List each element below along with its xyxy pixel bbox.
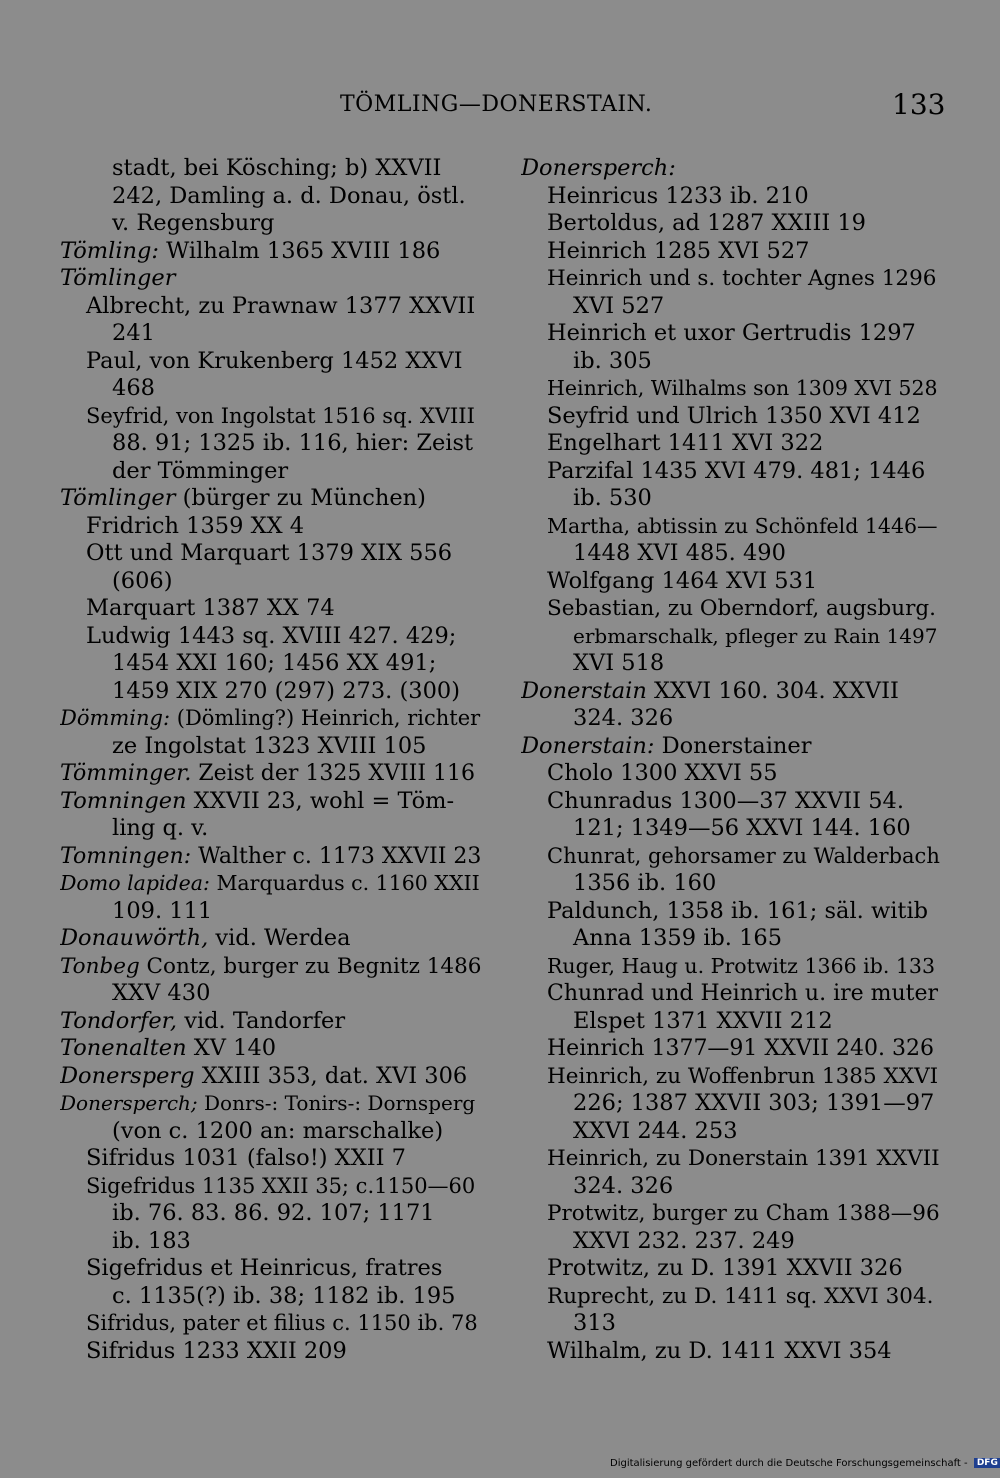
entry-text: Ruger, Haug u. Protwitz 1366 ib. 133 [547,953,936,978]
entry-text: Walther c. 1173 XXVII 23 [191,843,482,869]
entry-text: 88. 91; 1325 ib. 116, hier: Zeist [112,430,474,456]
index-line [60,1338,482,1366]
index-line [521,1173,941,1201]
entry-text: 1454 XXI 160; 1456 XX 491; [112,650,437,676]
headword: Donerstain: [521,732,655,759]
entry-text: der Tömminger [112,457,289,484]
entry-text: Zeist der 1325 XVIII 116 [191,761,476,786]
headword: Domo lapidea: [60,871,210,895]
index-line [521,293,941,321]
right-column [521,155,941,1365]
entry-text: (Dömling?) Heinrich, richter [170,706,481,730]
entry-text: Martha, abtissin zu Schönfeld 1446— [547,513,938,538]
entry-text: vid. Werdea [208,925,351,951]
index-line [521,1118,941,1146]
entry-text: Protwitz, zu D. 1391 XXVII 326 [547,1255,903,1281]
entry-text: Cholo 1300 XXVI 55 [547,760,778,786]
entry-text: 324. 326 [573,705,674,731]
index-line [60,815,482,843]
entry-text: Paldunch, 1358 ib. 161; säl. witib [547,897,929,924]
entry-text: XVI 527 [573,292,665,319]
index-line [60,980,482,1008]
entry-text: 1448 XVI 485. 490 [573,540,786,566]
index-line [521,458,941,486]
entry-text: ib. 530 [573,485,652,511]
entry-text: Bertoldus, ad 1287 XXIII 19 [547,210,866,236]
index-line [521,320,941,348]
index-line [60,210,482,238]
entry-text: Chunrad und Heinrich u. ire muter [547,981,939,1006]
dfg-logo: DFG [974,1458,1000,1468]
index-line [60,870,482,898]
entry-text: 226; 1387 XXVII 303; 1391—97 [573,1090,935,1116]
entry-text: Elspet 1371 XXVII 212 [573,1007,833,1034]
entry-text: 1459 XIX 270 (297) 273. (300) [112,677,460,704]
entry-text: XXIII 353, dat. XVI 306 [194,1062,468,1089]
entry-text: Parzifal 1435 XVI 479. 481; 1446 [547,457,926,484]
headword: Donersperch: [521,155,676,181]
entry-text: XVI 518 [573,650,665,676]
entry-text: Paul, von Krukenberg 1452 XXVI [86,347,463,374]
headword: Tömlinger [60,265,176,291]
index-line [60,540,482,568]
index-line [521,210,941,238]
entry-text: Donerstainer [654,732,812,759]
entry-text: Chunrat, gehorsamer zu Walderbach [547,843,940,868]
index-line [60,1255,482,1283]
entry-text: XXVI 244. 253 [573,1117,738,1144]
entry-text: Ruprecht, zu D. 1411 sq. XXVI 304. [547,1283,934,1309]
footer-credit: Digitalisierung gefördert durch die Deutsche Forschungsgemeinschaft - [610,1458,968,1469]
index-line [521,843,941,871]
headword: Donersperg [60,1062,195,1089]
index-line [521,1283,941,1311]
entry-text: Heinrich, Wilhalms son 1309 XVI 528 [547,376,938,400]
index-line [521,1255,941,1283]
index-line [521,705,941,733]
entry-text: Heinricus 1233 ib. 210 [547,182,809,209]
index-line [60,293,482,321]
entry-text: 468 [112,375,155,401]
index-line [60,485,482,513]
index-line [60,238,482,266]
entry-text: ib. 76. 83. 86. 92. 107; 1171 [112,1200,435,1226]
entry-text: stadt, bei Kösching; b) XXVII [112,155,442,181]
index-line [60,1228,482,1256]
entry-text: Contz, burger zu Begnitz 1486 [139,953,482,979]
entry-text: 1356 ib. 160 [573,870,717,896]
entry-text: 241 [112,320,155,346]
entry-text: (von c. 1200 an: marschalke) [112,1117,444,1144]
index-line [60,1008,482,1036]
index-line [521,430,941,458]
entry-text: Anna 1359 ib. 165 [573,925,783,951]
headword: Dömming: [60,706,171,730]
index-line [60,953,482,981]
index-line [521,485,941,513]
index-line [60,925,482,953]
entry-text: XXVI 160. 304. XXVII [646,677,899,704]
entry-text: Fridrich 1359 XX 4 [86,512,305,539]
index-line [521,898,941,926]
entry-text: (606) [112,567,173,594]
index-line [60,430,482,458]
index-line [60,458,482,486]
index-line [521,265,941,293]
entry-text: Heinrich et uxor Gertrudis 1297 [547,320,916,346]
index-line [521,513,941,541]
entry-text: 242, Damling a. d. Donau, östl. [112,182,466,209]
index-line [521,815,941,843]
index-line [521,953,941,981]
entry-text: Donrs-: Tonirs-: Dornsperg [197,1091,476,1115]
index-line [60,155,482,183]
entry-text: 313 [573,1310,616,1336]
entry-text: Ludwig 1443 sq. XVIII 427. 429; [86,622,457,649]
index-line [60,375,482,403]
entry-text: Chunradus 1300—37 XXVII 54. [547,787,904,814]
index-line [60,1035,482,1063]
entry-text: c. 1135(?) ib. 38; 1182 ib. 195 [112,1282,456,1309]
entry-text: v. Regensburg [112,210,275,236]
headword: Tomningen: [60,843,192,869]
index-line [521,348,941,376]
entry-text: Wilhalm 1365 XVIII 186 [159,237,441,264]
entry-text: Sifridus 1233 XXII 209 [86,1337,347,1364]
headword: Tömminger. [60,761,192,786]
index-line [521,183,941,211]
index-line [60,513,482,541]
entry-text: Sigefridus 1135 XXII 35; c.1150—60 [86,1173,476,1198]
headword: Tonenalten [60,1035,187,1061]
headword: Donerstain [521,677,647,704]
entry-text: ling q. v. [112,815,209,841]
index-line [521,375,941,403]
entry-text: Heinrich 1377—91 XXVII 240. 326 [547,1036,934,1061]
index-line [521,760,941,788]
entry-text: Marquardus c. 1160 XXII [209,871,480,895]
entry-text: Protwitz, burger zu Cham 1388—96 [547,1201,940,1226]
index-line [521,155,941,183]
entry-text: Heinrich und s. tochter Agnes 1296 [547,266,937,291]
index-line [60,1145,482,1173]
index-line [521,1338,941,1366]
entry-text: ib. 305 [573,347,652,374]
entry-text: Heinrich, zu Woffenbrun 1385 XXVI [547,1063,939,1089]
index-line [60,1090,482,1118]
index-line [521,870,941,898]
index-line [521,1145,941,1173]
entry-text: 121; 1349—56 XXVI 144. 160 [573,815,911,841]
index-line [521,403,941,431]
index-line [60,678,482,706]
index-line [60,898,482,926]
index-line [521,925,941,953]
entry-text: erbmarschalk, pfleger zu Rain 1497 [573,623,938,648]
headword: Donersperch; [60,1091,198,1115]
index-line [60,1063,482,1091]
index-line [521,623,941,651]
index-line [521,1228,941,1256]
entry-text: Seyfrid, von Ingolstat 1516 sq. XVIII [86,403,475,428]
headword: Tondorfer, [60,1007,178,1034]
entry-text: ib. 183 [112,1227,191,1254]
page-header [0,88,1000,128]
page-footer [610,1458,1000,1469]
index-line [521,650,941,678]
entry-text: Marquart 1387 XX 74 [86,595,335,621]
entry-text: Albrecht, zu Prawnaw 1377 XXVII [86,292,476,319]
headword: Tömling: [60,237,160,264]
index-line [521,540,941,568]
index-line [60,788,482,816]
index-line [60,1200,482,1228]
headword: Tomningen [60,787,187,814]
index-line [60,650,482,678]
entry-text: Seyfrid und Ulrich 1350 XVI 412 [547,402,921,429]
index-line [60,595,482,623]
index-line [521,733,941,761]
index-line [60,1173,482,1201]
index-line [521,1200,941,1228]
index-line [60,1118,482,1146]
entry-text: 324. 326 [573,1172,674,1199]
entry-text: Wilhalm, zu D. 1411 XXVI 354 [547,1337,892,1364]
index-line [60,760,482,788]
entry-text: XXVII 23, wohl = Töm- [186,787,455,814]
entry-text: 109. 111 [112,897,213,924]
index-line [60,403,482,431]
left-column [60,155,482,1365]
entry-text: Sifridus 1031 (falso!) XXII 7 [86,1145,406,1171]
index-line [521,1008,941,1036]
entry-text: Sigefridus et Heinricus, fratres [86,1255,443,1281]
entry-text: Ott und Marquart 1379 XIX 556 [86,540,453,566]
headword: Tonbeg [60,953,140,979]
index-line [60,568,482,596]
index-line [521,980,941,1008]
index-line [60,348,482,376]
entry-text: vid. Tandorfer [177,1007,346,1034]
entry-text: Sifridus, pater et filius c. 1150 ib. 78 [86,1311,478,1335]
entry-text: XXVI 232. 237. 249 [573,1227,795,1254]
page-number: 133 [892,88,946,121]
index-line [60,183,482,211]
entry-text: Engelhart 1411 XVI 322 [547,430,824,456]
entry-text: XXV 430 [112,980,211,1006]
index-line [60,320,482,348]
index-line [60,705,482,733]
entry-text: Sebastian, zu Oberndorf, augsburg. [547,596,936,621]
index-line [521,1063,941,1091]
index-line [521,678,941,706]
index-line [521,1310,941,1338]
running-head: TÖMLING—DONERSTAIN. [340,92,653,117]
entry-text: Heinrich, zu Donerstain 1391 XXVII [547,1146,940,1171]
index-line [521,238,941,266]
index-line [521,788,941,816]
index-line [60,623,482,651]
index-line [521,1035,941,1063]
index-line [521,595,941,623]
entry-text: (bürger zu München) [175,485,426,511]
index-line [521,1090,941,1118]
entry-text: Wolfgang 1464 XVI 531 [547,567,818,594]
entry-text: ze Ingolstat 1323 XVIII 105 [112,732,427,759]
headword: Tömlinger [60,485,176,511]
entry-text: XV 140 [186,1035,277,1061]
index-line [521,568,941,596]
entry-text: Heinrich 1285 XVI 527 [547,237,810,264]
index-line [60,733,482,761]
index-line [60,1310,482,1338]
index-line [60,265,482,293]
headword: Donauwörth, [60,925,209,951]
index-line [60,843,482,871]
index-line [60,1283,482,1311]
